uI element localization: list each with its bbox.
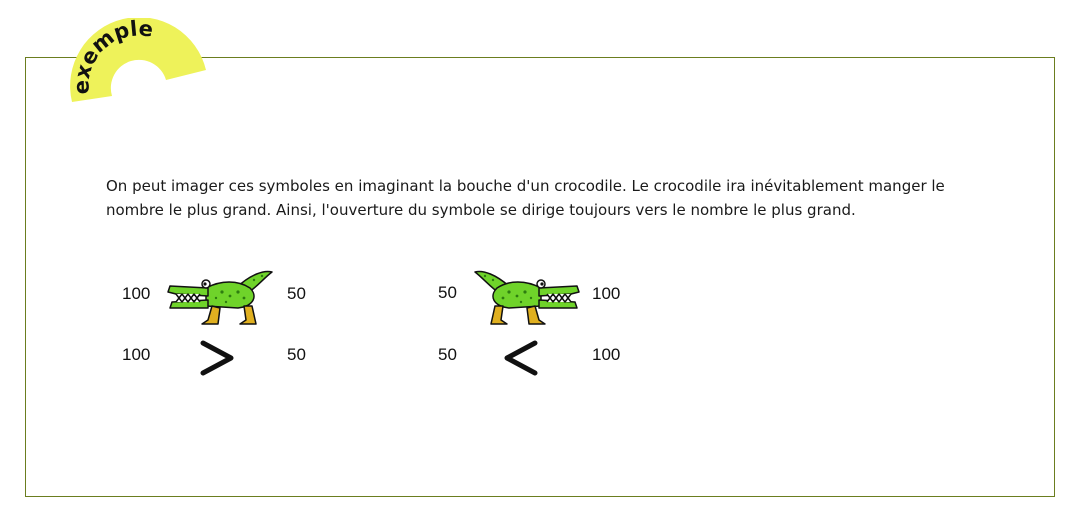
- less-than-symbol: [504, 340, 538, 376]
- crocodile-facing-right-icon: [473, 266, 581, 328]
- explanation-text: On peut imager ces symboles en imaginant la bouche d'un crocodile. Le crocodile ira inévitablement manger le nombre le plus grand. Ainsi, l'ouverture du symbole se dirige toujours vers le nombre le plus grand.: [106, 177, 945, 219]
- left-top-left-number: 100: [122, 284, 151, 303]
- greater-than-symbol: [200, 340, 234, 376]
- right-top-right-number: 100: [592, 284, 621, 303]
- right-bottom-right-number: 100: [592, 345, 621, 364]
- badge-label: exemple: [69, 18, 155, 95]
- left-bottom-left-number: 100: [122, 345, 151, 364]
- left-bottom-right-number: 50: [287, 345, 306, 364]
- crocodile-facing-left-icon: [166, 266, 274, 328]
- right-top-left-number: 50: [438, 283, 457, 302]
- example-badge: [68, 18, 210, 108]
- right-bottom-left-number: 50: [438, 345, 457, 364]
- left-top-right-number: 50: [287, 284, 306, 303]
